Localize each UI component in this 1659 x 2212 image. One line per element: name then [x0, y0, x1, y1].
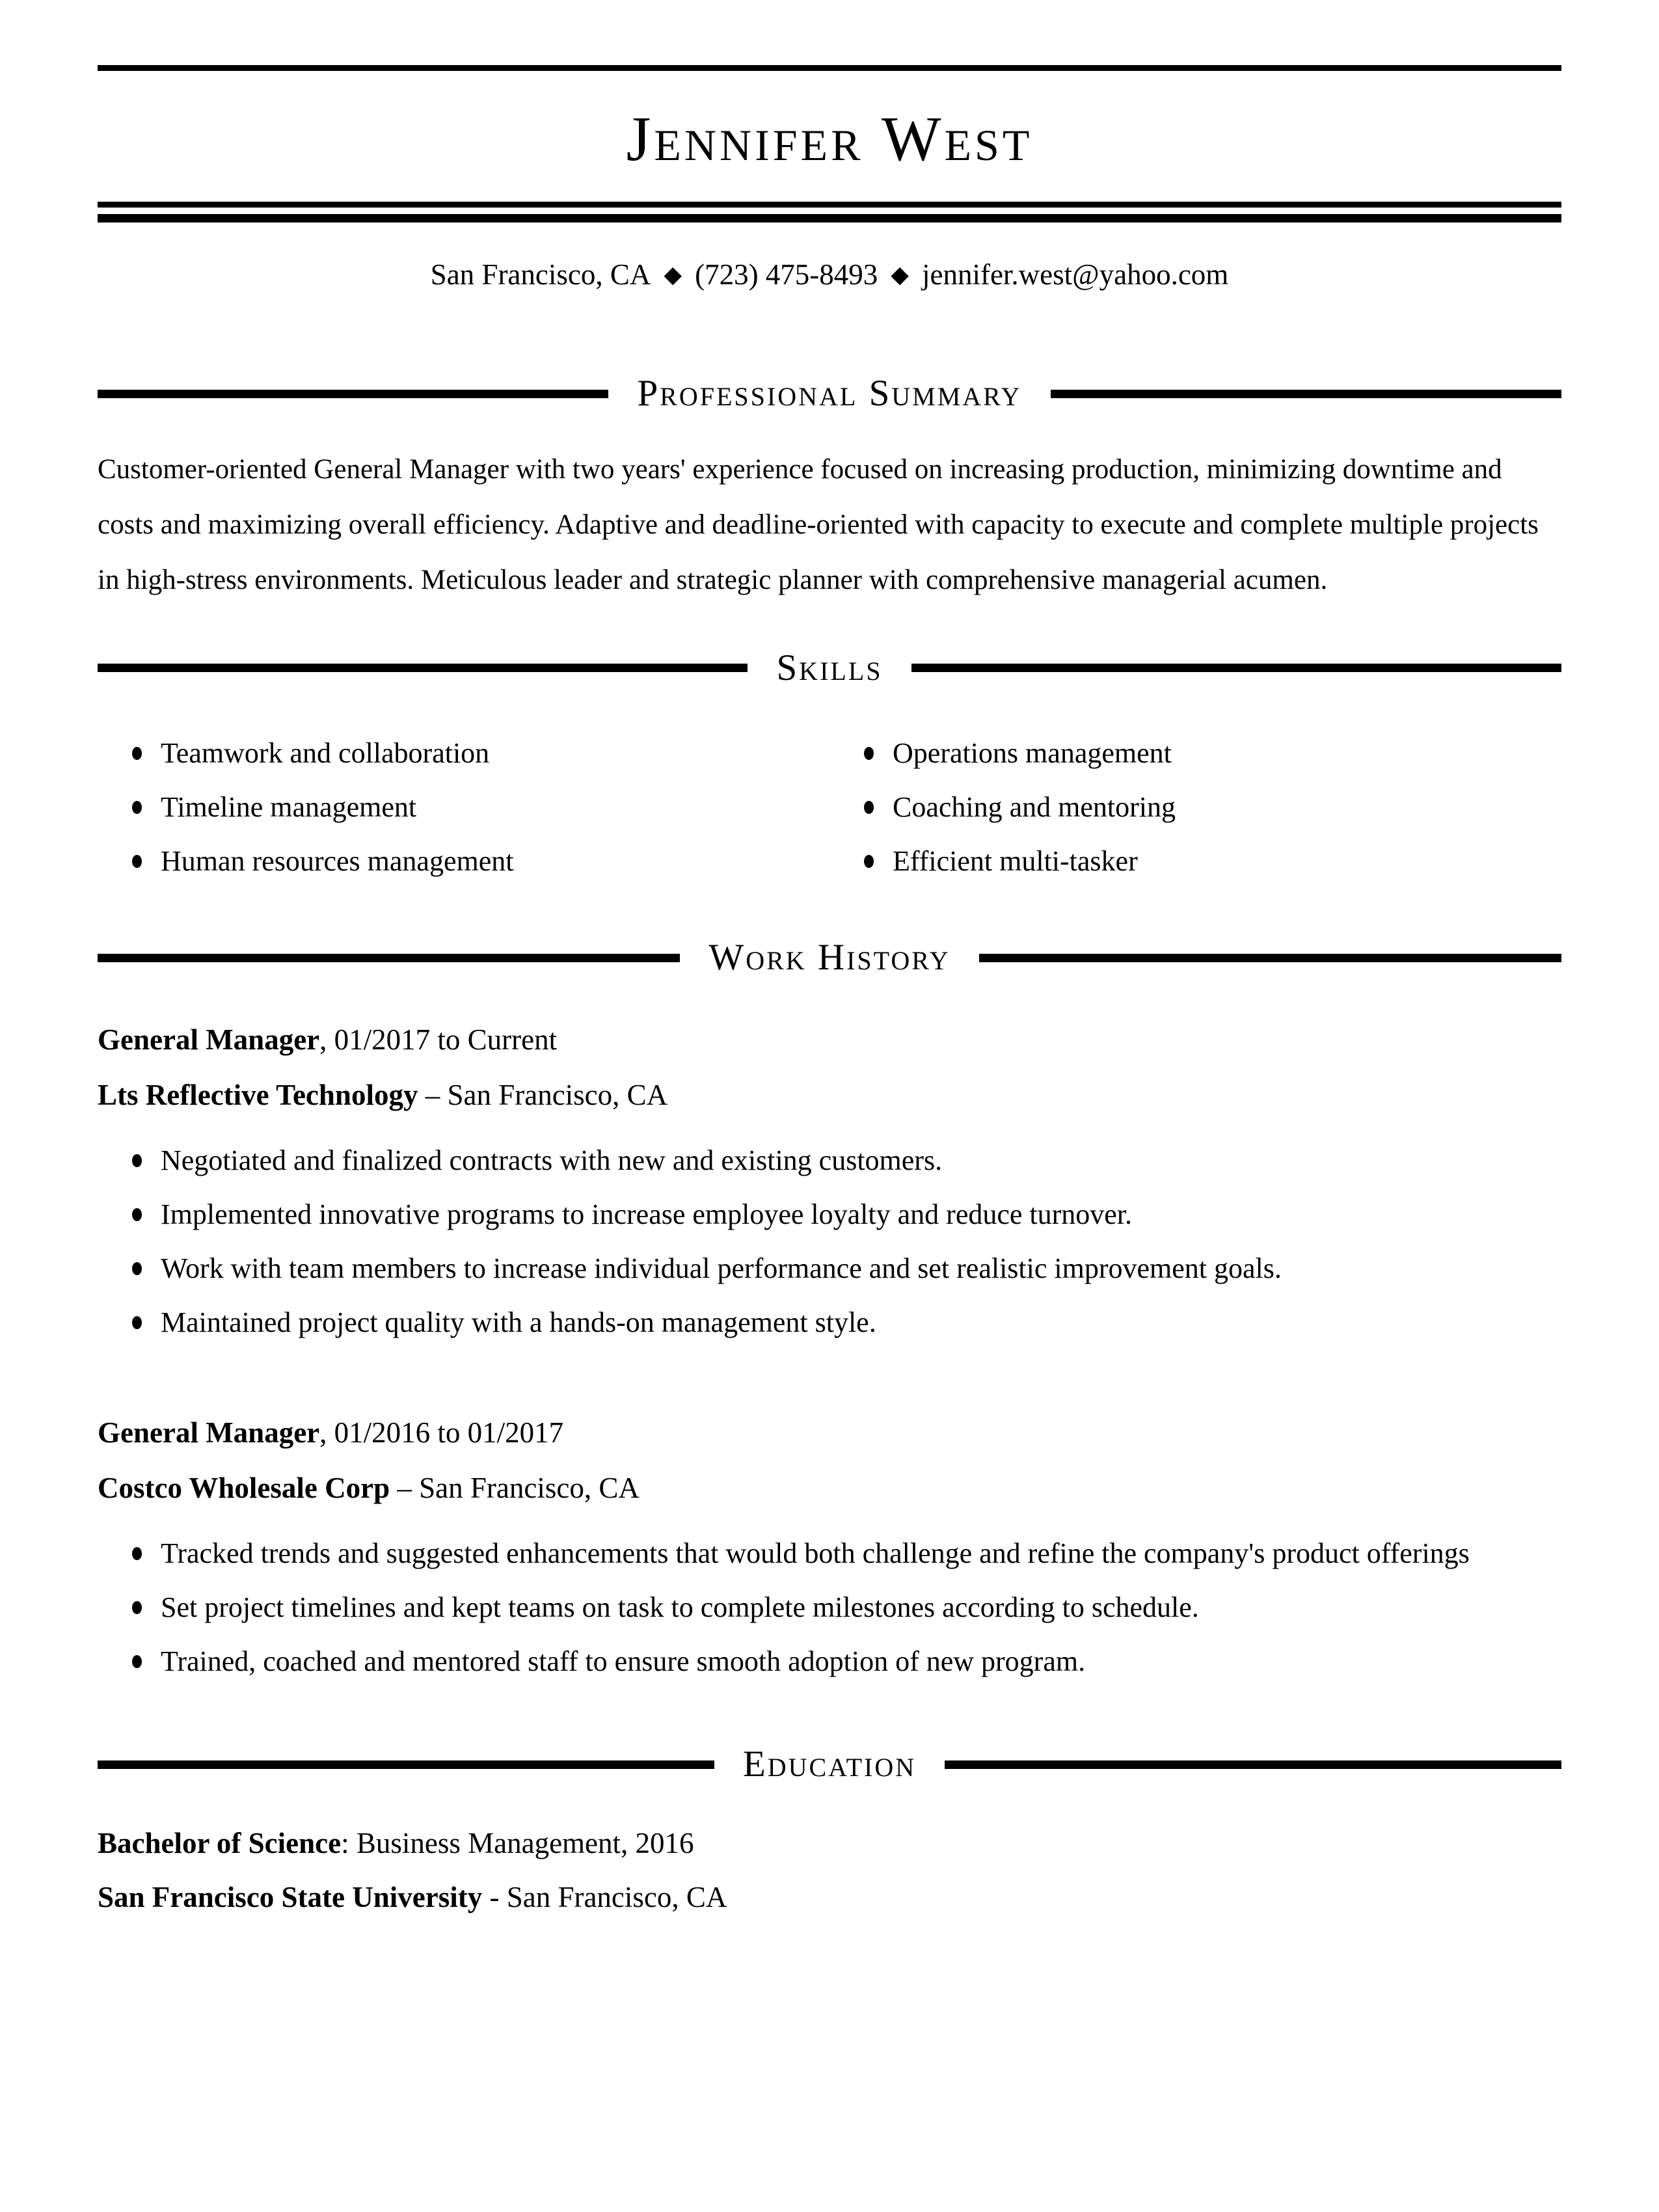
list-item [893, 780, 1561, 834]
bullet-icon [864, 747, 874, 760]
bullet-icon [132, 1316, 142, 1329]
heading-rule-left [98, 664, 748, 672]
job-bullet: Maintained project quality with a hands-on management style. [161, 1306, 876, 1338]
heading-rule-left [98, 1760, 714, 1769]
diamond-icon: ◆ [891, 261, 909, 288]
skill-label: Teamwork and collaboration [161, 737, 490, 770]
job-company: Lts Reflective Technology [98, 1079, 418, 1111]
list-item [161, 1187, 1561, 1241]
list-item [161, 1634, 1561, 1688]
list-item [161, 1580, 1561, 1634]
bullet-icon [132, 1208, 142, 1221]
list-item [161, 1241, 1561, 1295]
education-school: San Francisco State University [98, 1880, 483, 1913]
section-title-summary: Professional Summary [637, 372, 1022, 414]
list-item [161, 726, 830, 780]
job-location: – San Francisco, CA [418, 1079, 668, 1111]
bullet-icon [132, 1154, 142, 1167]
job-company-line [98, 1461, 1561, 1516]
job-bullet: Work with team members to increase individual performance and set realistic improvement goals. [161, 1252, 1282, 1284]
skills-grid [98, 726, 1561, 888]
job-bullet: Negotiated and finalized contracts with new and existing customers. [161, 1144, 943, 1176]
section-heading-work-history [98, 937, 1561, 978]
job-location: – San Francisco, CA [390, 1472, 640, 1504]
job-bullet-list [98, 1526, 1561, 1688]
education-degree-detail: : Business Management, 2016 [341, 1826, 694, 1859]
heading-rule-left [98, 954, 680, 962]
skill-label: Coaching and mentoring [893, 791, 1176, 824]
contact-line [98, 256, 1561, 293]
resume-page [0, 65, 1659, 2212]
skill-label: Human resources management [161, 845, 514, 878]
skill-label: Efficient multi-tasker [893, 845, 1138, 878]
education-school-location: - San Francisco, CA [482, 1880, 727, 1913]
job-bullet-list [98, 1133, 1561, 1349]
section-title-skills: Skills [776, 647, 883, 688]
job-bullet: Set project timelines and kept teams on task to complete milestones according to schedule. [161, 1591, 1199, 1623]
job-dates: , 01/2017 to Current [319, 1023, 558, 1056]
education-school-line [98, 1870, 1561, 1924]
skills-column-right [830, 726, 1561, 888]
page-title: Jennifer West [626, 104, 1033, 174]
education-entry [98, 1816, 1561, 1924]
contact-location: San Francisco, CA [430, 258, 651, 291]
diamond-icon: ◆ [664, 261, 682, 288]
section-heading-summary [98, 373, 1561, 414]
skill-label: Timeline management [161, 791, 417, 824]
skills-column-left [98, 726, 830, 888]
job-title-line [98, 1405, 1561, 1461]
job-entry [98, 1012, 1561, 1349]
bullet-icon [132, 1655, 142, 1668]
job-role: General Manager [98, 1416, 320, 1449]
section-heading-education [98, 1744, 1561, 1785]
bullet-icon [132, 1601, 142, 1614]
job-bullet: Tracked trends and suggested enhancements that would both challenge and refine the company's product offerings [161, 1537, 1470, 1569]
list-item [161, 1295, 1561, 1349]
bullet-icon [132, 747, 142, 760]
list-item [161, 1526, 1561, 1580]
job-role: General Manager [98, 1023, 320, 1056]
heading-rule-right [1051, 390, 1561, 398]
top-rule [98, 65, 1561, 71]
bullet-icon [864, 855, 874, 868]
bullet-icon [132, 801, 142, 814]
bullet-icon [132, 1547, 142, 1560]
contact-email: jennifer.west@yahoo.com [921, 258, 1229, 291]
job-bullet: Trained, coached and mentored staff to ensure smooth adoption of new program. [161, 1645, 1086, 1677]
list-item [161, 834, 830, 888]
education-degree-line [98, 1816, 1561, 1870]
list-item [893, 726, 1561, 780]
job-dates: , 01/2016 to 01/2017 [319, 1416, 564, 1449]
contact-phone: (723) 475-8493 [695, 258, 878, 291]
list-item [893, 834, 1561, 888]
list-item [161, 780, 830, 834]
job-entry [98, 1405, 1561, 1688]
bullet-icon [864, 801, 874, 814]
job-company: Costco Wholesale Corp [98, 1472, 390, 1504]
skill-label: Operations management [893, 737, 1172, 770]
heading-rule-right [911, 664, 1561, 672]
heading-rule-left [98, 390, 608, 398]
summary-paragraph: Customer-oriented General Manager with two years' experience focused on increasing production, minimizing downtime and costs and maximizing overall efficiency. Adaptive and deadline-oriented with capacity to execute and complete multiple projects in high-stress environments. Meticulous leader and strategic planner with comprehensive managerial acumen. [98, 453, 1539, 595]
section-title-education: Education [742, 1744, 917, 1785]
bullet-icon [132, 855, 142, 868]
section-heading-skills [98, 648, 1561, 689]
heading-rule-right [945, 1760, 1561, 1769]
bullet-icon [132, 1262, 142, 1275]
job-bullet: Implemented innovative programs to increase employee loyalty and reduce turnover. [161, 1198, 1133, 1230]
education-degree: Bachelor of Science [98, 1826, 342, 1859]
list-item [161, 1133, 1561, 1187]
header-divider [98, 202, 1561, 223]
section-title-work-history: Work History [708, 937, 951, 978]
job-title-line [98, 1012, 1561, 1068]
job-company-line [98, 1068, 1561, 1123]
heading-rule-right [979, 954, 1561, 962]
